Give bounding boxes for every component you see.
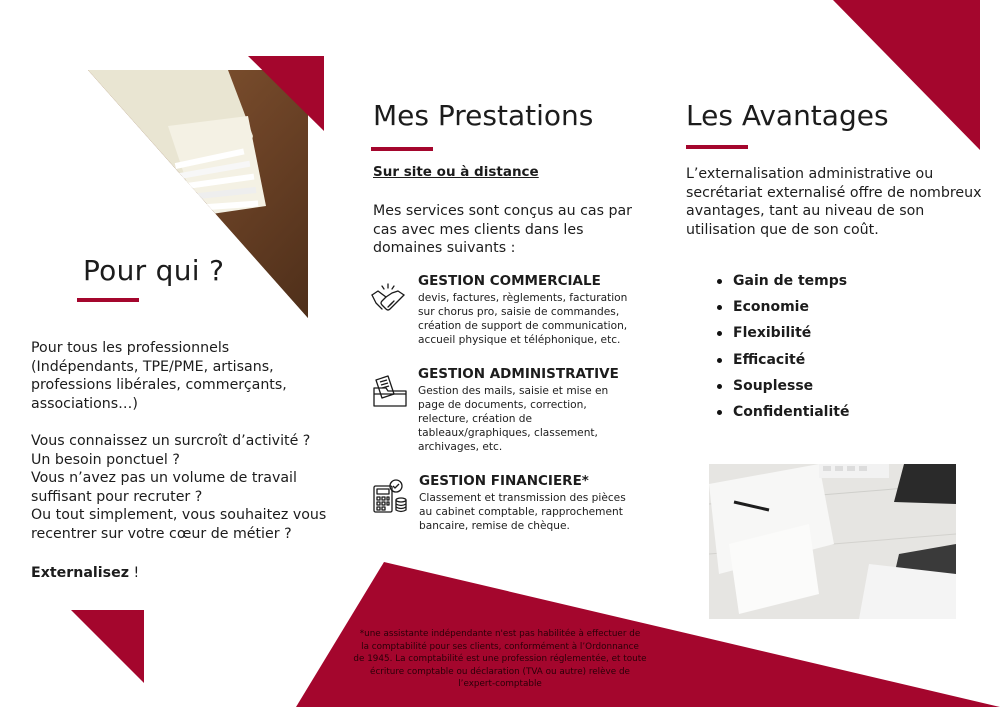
- list-item: Confidentialité: [717, 404, 849, 430]
- avantages-list: [717, 273, 849, 430]
- list-item: Efficacité: [717, 352, 849, 378]
- avantages-intro-line: L’externalisation administrative ou: [686, 166, 934, 182]
- avantages-title: Les Avantages: [686, 99, 889, 132]
- pour-qui-line: Pour tous les professionnels: [31, 340, 230, 356]
- service-title: GESTION ADMINISTRATIVE: [418, 366, 619, 382]
- list-item: Gain de temps: [717, 273, 849, 299]
- service-line: création de support de communication,: [418, 320, 628, 332]
- office-desk-photo: [709, 464, 956, 619]
- bottom-left-accent-triangle: [71, 610, 145, 684]
- service-line: devis, factures, règlements, facturation: [418, 292, 628, 304]
- question-line: suffisant pour recruter ?: [31, 488, 203, 505]
- service-line: sur chorus pro, saisie de commandes,: [418, 306, 620, 318]
- question-line: Vous n’avez pas un volume de travail: [31, 470, 297, 487]
- list-item: Flexibilité: [717, 325, 849, 351]
- question-line: Vous connaissez un surcroît d’activité ?: [31, 433, 311, 449]
- service-line: au cabinet comptable, rapprochement: [419, 506, 623, 518]
- footnote-line: la comptabilité pour ses clients, conformément à l’Ordonnance: [361, 641, 639, 652]
- handshake-icon: [370, 281, 406, 317]
- prestations-underline: [371, 147, 433, 151]
- pour-qui-line: associations…): [31, 395, 138, 412]
- prestations-subtitle: Sur site ou à distance: [373, 164, 539, 180]
- pour-qui-intro: [31, 339, 331, 413]
- footnote-line: *une assistante indépendante n'est pas habilitée à effectuer de: [359, 629, 641, 639]
- pour-qui-questions: [31, 432, 331, 544]
- footnote: [340, 628, 660, 691]
- prestations-title: Mes Prestations: [373, 99, 594, 132]
- pour-qui-underline: [77, 298, 139, 302]
- question-line: recentrer sur votre cœur de métier ?: [31, 525, 292, 542]
- service-title: GESTION COMMERCIALE: [418, 273, 601, 289]
- avantages-intro: [686, 165, 991, 239]
- question-line: Un besoin ponctuel ?: [31, 451, 180, 468]
- list-item: Economie: [717, 299, 849, 325]
- service-title: GESTION FINANCIERE*: [419, 473, 589, 489]
- service-line: bancaire, remise de chèque.: [419, 520, 570, 532]
- service-line: accueil physique et téléphonique, etc.: [418, 334, 621, 346]
- service-line: Gestion des mails, saisie et mise en: [418, 385, 609, 397]
- footnote-line: écriture comptable ou déclaration (TVA ou autre) relève de: [370, 666, 630, 677]
- service-line: Classement et transmission des pièces: [419, 492, 626, 504]
- documents-folder-icon: [372, 374, 408, 410]
- prestations-intro-line: Mes services sont conçus au cas par: [373, 203, 633, 219]
- service-line: archivages, etc.: [418, 441, 503, 453]
- service-line: relecture, création de: [418, 413, 533, 425]
- avantages-intro-line: avantages, tant au niveau de son: [686, 203, 925, 220]
- service-line: tableaux/graphiques, classement,: [418, 427, 598, 439]
- cta-rest: !: [128, 565, 140, 581]
- accounting-calculator-icon: [372, 478, 408, 514]
- question-line: Ou tout simplement, vous souhaitez vous: [31, 507, 327, 524]
- footnote-line: de 1945. La comptabilité est une profession réglementée, et toute: [353, 654, 647, 665]
- pour-qui-line: (Indépendants, TPE/PME, artisans,: [31, 358, 274, 375]
- prestations-intro-line: domaines suivants :: [373, 240, 516, 257]
- service-administrative: [418, 366, 648, 454]
- prestations-intro-line: cas avec mes clients dans les: [373, 221, 584, 238]
- pour-qui-line: professions libérales, commerçants,: [31, 377, 287, 394]
- cta-bold: Externalisez: [31, 565, 129, 581]
- cta-externalisez: [31, 564, 139, 583]
- avantages-intro-line: utilisation que de son coût.: [686, 221, 879, 238]
- pour-qui-title: Pour qui ?: [83, 254, 225, 287]
- service-line: page de documents, correction,: [418, 399, 587, 411]
- list-item: Souplesse: [717, 378, 849, 404]
- avantages-underline: [686, 145, 748, 149]
- service-commerciale: [418, 273, 648, 347]
- prestations-intro: [373, 202, 643, 258]
- footnote-line: l’expert-comptable: [458, 679, 542, 690]
- service-financiere: [419, 473, 649, 533]
- avantages-intro-line: secrétariat externalisé offre de nombreux: [686, 184, 982, 201]
